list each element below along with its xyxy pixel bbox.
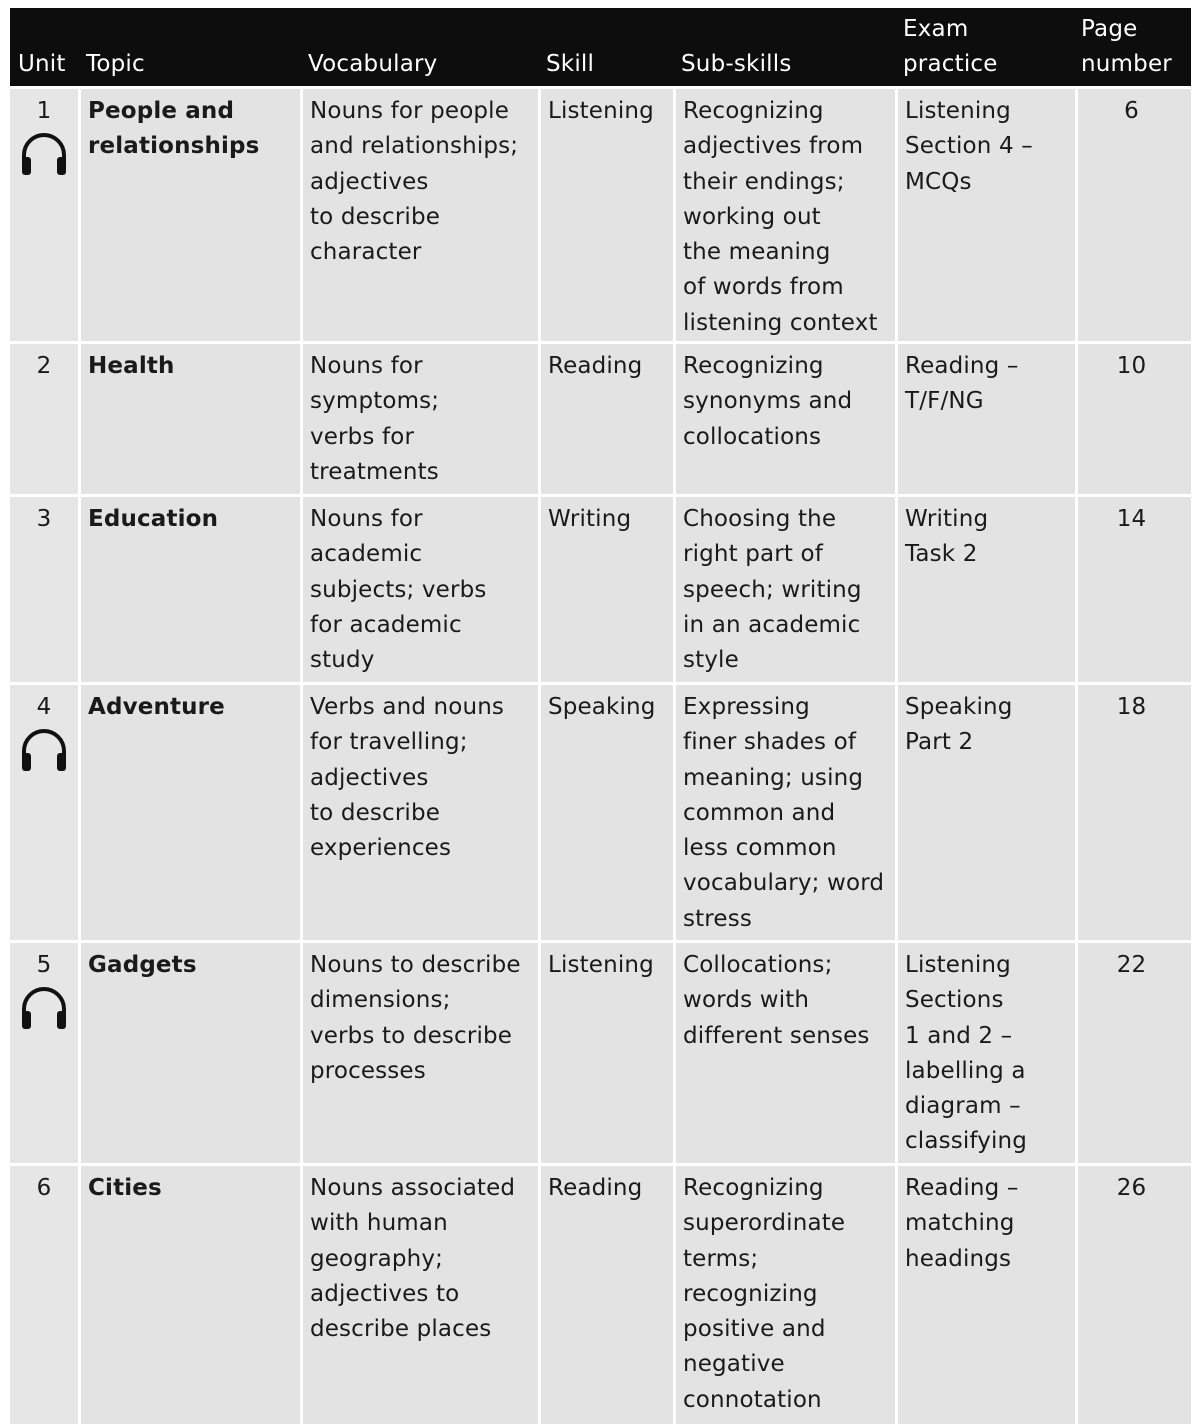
- table-header: [10, 8, 1191, 86]
- cell-text: labelling a: [905, 1057, 1026, 1084]
- cell-text: matching: [905, 1210, 1015, 1237]
- cell-text: subjects; verbs: [310, 576, 487, 603]
- page-number-cell: [1075, 89, 1191, 341]
- page-number: 10: [1116, 353, 1147, 379]
- cell-text: Listening: [905, 952, 1011, 978]
- cell-text: common and: [683, 799, 836, 826]
- cell-text: words with: [683, 987, 810, 1014]
- topic-cell: [78, 1166, 300, 1424]
- vocabulary-cell: [300, 89, 538, 341]
- cell-text: Cities: [88, 1175, 162, 1201]
- header-text: Vocabulary: [308, 51, 438, 77]
- cell-text: right part of: [683, 541, 823, 568]
- cell-text: to describe: [310, 799, 441, 826]
- cell-text: Nouns for: [310, 353, 423, 379]
- skill-cell: [538, 89, 673, 341]
- cell-text: synonyms and: [683, 388, 853, 415]
- skill-cell: [538, 943, 673, 1163]
- cell-text: adjectives to: [310, 1280, 460, 1307]
- cell-text: different senses: [683, 1022, 870, 1049]
- cell-text: MCQs: [905, 168, 972, 195]
- cell-text: finer shades of: [683, 729, 857, 756]
- cell-text: and relationships;: [310, 133, 519, 160]
- subskills-cell: [673, 497, 895, 682]
- cell-text: dimensions;: [310, 987, 451, 1014]
- cell-text: Task 2: [905, 541, 978, 568]
- topic-cell: [78, 943, 300, 1163]
- cell-text: study: [310, 647, 375, 674]
- exam-practice-cell: [895, 943, 1075, 1163]
- cell-text: Recognizing: [683, 98, 824, 124]
- header-text: number: [1081, 51, 1172, 77]
- cell-text: Expressing: [683, 694, 810, 720]
- cell-text: Listening: [548, 952, 654, 978]
- cell-text: Adventure: [88, 694, 225, 720]
- exam-practice-cell: [895, 344, 1075, 494]
- table-row: [10, 1163, 1191, 1424]
- unit-cell: [10, 497, 78, 682]
- table-row: [10, 940, 1191, 1163]
- cell-text: T/F/NG: [905, 388, 984, 415]
- unit-number: 3: [36, 506, 52, 532]
- skill-cell: [538, 344, 673, 494]
- page-number-cell: [1075, 685, 1191, 940]
- cell-text: the meaning: [683, 239, 831, 266]
- cell-text: Nouns for: [310, 506, 423, 532]
- column-header-vocabulary: [300, 47, 538, 86]
- cell-text: Speaking: [548, 694, 656, 720]
- cell-text: classifying: [905, 1128, 1028, 1155]
- topic-cell: [78, 497, 300, 682]
- cell-text: Nouns for people: [310, 98, 510, 124]
- table-row: [10, 341, 1191, 494]
- cell-text: People and: [88, 98, 235, 124]
- unit-number: 4: [36, 694, 52, 720]
- cell-text: verbs to describe: [310, 1022, 513, 1049]
- table-row: [10, 494, 1191, 682]
- cell-text: less common: [683, 835, 837, 862]
- cell-text: Nouns associated: [310, 1175, 516, 1201]
- topic-cell: [78, 89, 300, 341]
- page-number: 14: [1116, 506, 1147, 532]
- header-text: Skill: [546, 51, 595, 77]
- cell-text: for academic: [310, 611, 462, 638]
- headphones-icon: [18, 727, 70, 773]
- cell-text: meaning; using: [683, 764, 864, 791]
- cell-text: positive and: [683, 1316, 826, 1343]
- page-number: 26: [1116, 1175, 1147, 1201]
- column-header-page-number: [1075, 12, 1191, 86]
- cell-text: Part 2: [905, 729, 974, 756]
- unit-cell: [10, 943, 78, 1163]
- cell-text: style: [683, 647, 739, 674]
- cell-text: treatments: [310, 458, 439, 485]
- cell-text: listening context: [683, 309, 878, 336]
- contents-table: [10, 8, 1191, 1424]
- cell-text: adjectives: [310, 764, 429, 791]
- subskills-cell: [673, 943, 895, 1163]
- header-text: Page: [1081, 16, 1138, 42]
- topic-cell: [78, 685, 300, 940]
- cell-text: stress: [683, 905, 752, 932]
- cell-text: Verbs and nouns: [310, 694, 505, 720]
- skill-cell: [538, 497, 673, 682]
- subskills-cell: [673, 1166, 895, 1424]
- unit-cell: [10, 685, 78, 940]
- cell-text: their endings;: [683, 168, 845, 195]
- vocabulary-cell: [300, 685, 538, 940]
- page-number: 6: [1124, 98, 1139, 124]
- cell-text: Reading –: [905, 353, 1019, 379]
- column-header-topic: [78, 47, 300, 86]
- cell-text: Recognizing: [683, 1175, 824, 1201]
- page-number-cell: [1075, 344, 1191, 494]
- cell-text: adjectives from: [683, 133, 864, 160]
- unit-number: 1: [36, 98, 52, 124]
- unit-number: 5: [36, 952, 52, 978]
- cell-text: headings: [905, 1245, 1012, 1272]
- cell-text: superordinate: [683, 1210, 846, 1237]
- cell-text: with human: [310, 1210, 448, 1237]
- vocabulary-cell: [300, 1166, 538, 1424]
- exam-practice-cell: [895, 685, 1075, 940]
- cell-text: vocabulary; word: [683, 870, 885, 897]
- cell-text: Reading: [548, 353, 643, 379]
- unit-cell: [10, 1166, 78, 1424]
- table-row: [10, 682, 1191, 940]
- cell-text: Reading: [548, 1175, 643, 1201]
- cell-text: Nouns to describe: [310, 952, 521, 978]
- unit-cell: [10, 344, 78, 494]
- cell-text: negative: [683, 1351, 785, 1378]
- cell-text: recognizing: [683, 1280, 818, 1307]
- skill-cell: [538, 1166, 673, 1424]
- cell-text: processes: [310, 1057, 426, 1084]
- cell-text: Education: [88, 506, 219, 532]
- unit-number: 6: [36, 1175, 52, 1201]
- cell-text: collocations: [683, 423, 822, 450]
- vocabulary-cell: [300, 943, 538, 1163]
- cell-text: Gadgets: [88, 952, 197, 978]
- cell-text: symptoms;: [310, 388, 440, 415]
- cell-text: Section 4 –: [905, 133, 1033, 160]
- table-row: [10, 86, 1191, 341]
- cell-text: for travelling;: [310, 729, 468, 756]
- cell-text: Reading –: [905, 1175, 1019, 1201]
- cell-text: experiences: [310, 835, 452, 862]
- page-number: 22: [1116, 952, 1147, 978]
- exam-practice-cell: [895, 89, 1075, 341]
- cell-text: terms;: [683, 1245, 759, 1272]
- header-text: Sub-skills: [681, 51, 792, 77]
- headphones-icon: [18, 985, 70, 1031]
- page-number-cell: [1075, 943, 1191, 1163]
- cell-text: in an academic: [683, 611, 861, 638]
- cell-text: verbs for: [310, 423, 415, 450]
- unit-cell: [10, 89, 78, 341]
- cell-text: relationships: [88, 133, 260, 160]
- cell-text: 1 and 2 –: [905, 1022, 1013, 1049]
- column-header-unit: [10, 47, 78, 86]
- header-text: practice: [903, 51, 998, 77]
- cell-text: Writing: [905, 506, 989, 532]
- column-header-skill: [538, 47, 673, 86]
- cell-text: adjectives: [310, 168, 429, 195]
- page-number: 18: [1116, 694, 1147, 720]
- cell-text: Collocations;: [683, 952, 833, 978]
- cell-text: geography;: [310, 1245, 444, 1272]
- cell-text: connotation: [683, 1386, 822, 1413]
- cell-text: Writing: [548, 506, 632, 532]
- exam-practice-cell: [895, 1166, 1075, 1424]
- table-body: [10, 86, 1191, 1424]
- cell-text: describe places: [310, 1316, 492, 1343]
- subskills-cell: [673, 344, 895, 494]
- vocabulary-cell: [300, 497, 538, 682]
- cell-text: Sections: [905, 987, 1004, 1014]
- page-number-cell: [1075, 1166, 1191, 1424]
- skill-cell: [538, 685, 673, 940]
- cell-text: Listening: [548, 98, 654, 124]
- topic-cell: [78, 344, 300, 494]
- cell-text: Recognizing: [683, 353, 824, 379]
- cell-text: Choosing the: [683, 506, 837, 532]
- cell-text: working out: [683, 203, 821, 230]
- header-text: Topic: [86, 51, 145, 77]
- header-text: Unit: [18, 51, 66, 77]
- cell-text: speech; writing: [683, 576, 862, 603]
- headphones-icon: [18, 131, 70, 177]
- page-number-cell: [1075, 497, 1191, 682]
- column-header-exam-practice: [895, 12, 1075, 86]
- exam-practice-cell: [895, 497, 1075, 682]
- cell-text: Health: [88, 353, 175, 379]
- cell-text: Listening: [905, 98, 1011, 124]
- subskills-cell: [673, 89, 895, 341]
- cell-text: Speaking: [905, 694, 1013, 720]
- column-header-subskills: [673, 47, 895, 86]
- cell-text: of words from: [683, 274, 844, 301]
- header-text: Exam: [903, 16, 969, 42]
- cell-text: character: [310, 239, 422, 266]
- vocabulary-cell: [300, 344, 538, 494]
- subskills-cell: [673, 685, 895, 940]
- cell-text: to describe: [310, 203, 441, 230]
- cell-text: academic: [310, 541, 423, 568]
- cell-text: diagram –: [905, 1093, 1021, 1120]
- unit-number: 2: [36, 353, 52, 379]
